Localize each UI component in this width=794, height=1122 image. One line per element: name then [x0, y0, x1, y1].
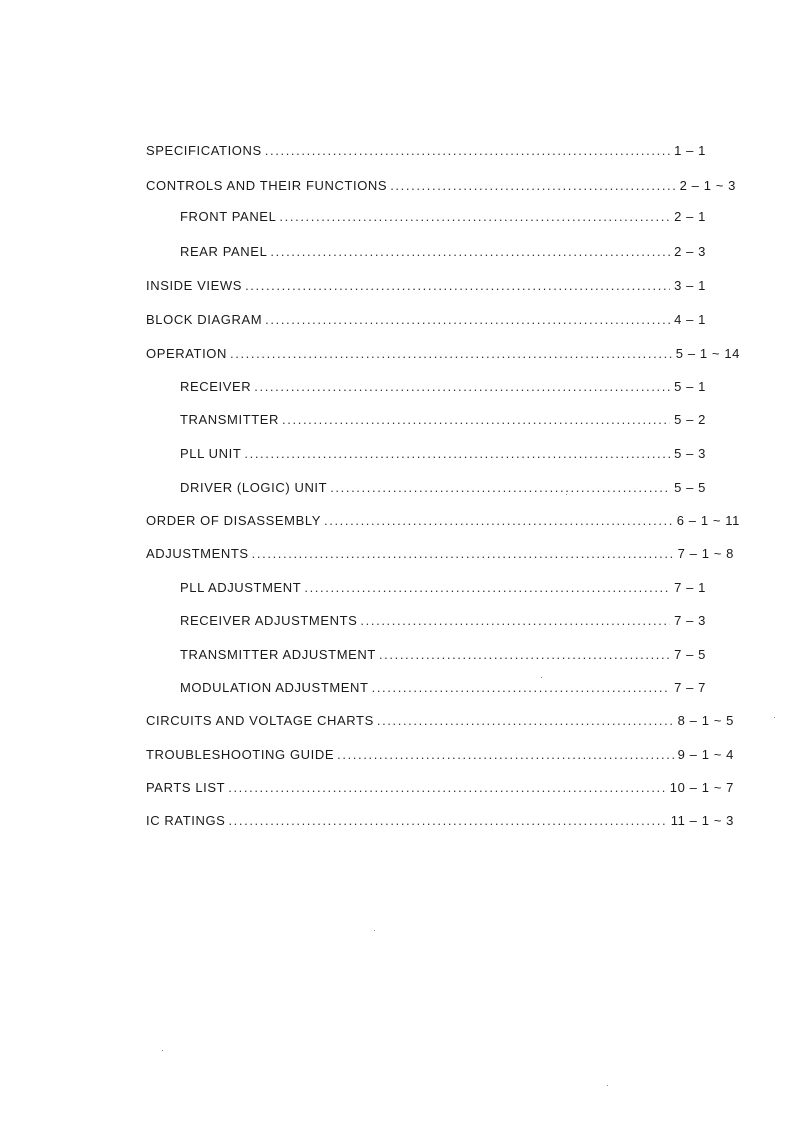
toc-dot-leader: [244, 446, 670, 461]
toc-entry-page: 11 – 1 ~ 3: [670, 813, 734, 828]
toc-entry-page: 5 – 5: [674, 480, 706, 495]
scan-speck: [374, 930, 375, 931]
toc-entry-title: MODULATION ADJUSTMENT: [180, 680, 369, 695]
toc-dot-leader: [282, 412, 670, 427]
toc-entry-title: PLL UNIT: [180, 446, 242, 461]
toc-dot-leader: [379, 647, 670, 662]
toc-dot-leader: [390, 178, 675, 193]
scan-speck: [162, 1050, 163, 1051]
toc-dot-leader: [228, 813, 666, 828]
toc-entry-operation: [146, 346, 740, 364]
toc-entry-title: TRANSMITTER: [180, 412, 280, 427]
toc-entry-page: 3 – 1: [674, 278, 706, 293]
toc-entry-title: CONTROLS AND THEIR FUNCTIONS: [146, 178, 388, 193]
toc-entry-title: OPERATION: [146, 346, 228, 361]
toc-entry-title: ADJUSTMENTS: [146, 546, 249, 561]
scan-speck: [607, 1085, 608, 1086]
toc-entry-page: 7 – 1 ~ 8: [677, 546, 734, 561]
toc-entry-page: 5 – 1 ~ 14: [675, 346, 740, 361]
toc-entry-title: CIRCUITS AND VOLTAGE CHARTS: [146, 713, 374, 728]
toc-entry-title: RECEIVER: [180, 379, 252, 394]
toc-entry-block-diagram: [146, 312, 706, 330]
toc-dot-leader: [330, 480, 670, 495]
toc-entry-title: BLOCK DIAGRAM: [146, 312, 263, 327]
toc-entry-page: 7 – 1: [674, 580, 706, 595]
toc-entry-front-panel: [180, 209, 706, 227]
toc-entry-driver-logic-unit: [180, 480, 706, 498]
toc-dot-leader: [324, 513, 673, 528]
toc-entry-title: SPECIFICATIONS: [146, 143, 262, 158]
toc-entry-order-of-disassembly: [146, 513, 740, 531]
toc-dot-leader: [230, 346, 672, 361]
toc-dot-leader: [377, 713, 674, 728]
toc-entry-title: ORDER OF DISASSEMBLY: [146, 513, 322, 528]
toc-entry-receiver: [180, 379, 706, 397]
toc-dot-leader: [228, 780, 666, 795]
toc-dot-leader: [279, 209, 670, 224]
toc-entry-page: 2 – 1: [674, 209, 706, 224]
toc-entry-receiver-adjustments: [180, 613, 706, 631]
toc-entry-pll-unit: [180, 446, 706, 464]
toc-dot-leader: [254, 379, 670, 394]
toc-entry-page: 7 – 3: [674, 613, 706, 628]
toc-dot-leader: [245, 278, 670, 293]
toc-entry-page: 9 – 1 ~ 4: [677, 747, 734, 762]
toc-entry-page: 5 – 1: [674, 379, 706, 394]
toc-entry-title: REAR PANEL: [180, 244, 268, 259]
toc-entry-page: 2 – 1 ~ 3: [679, 178, 736, 193]
toc-entry-adjustments: [146, 546, 734, 564]
toc-entry-title: PARTS LIST: [146, 780, 226, 795]
scan-speck: [566, 494, 567, 495]
toc-entry-circuits-and-voltage-charts: [146, 713, 734, 731]
toc-entry-page: 8 – 1 ~ 5: [677, 713, 734, 728]
toc-dot-leader: [304, 580, 670, 595]
toc-entry-controls: [146, 178, 736, 196]
toc-entry-page: 10 – 1 ~ 7: [669, 780, 734, 795]
toc-dot-leader: [265, 143, 670, 158]
toc-entry-page: 6 – 1 ~ 11: [676, 513, 740, 528]
toc-entry-page: 5 – 2: [674, 412, 706, 427]
toc-entry-parts-list: [146, 780, 734, 798]
toc-entry-pll-adjustment: [180, 580, 706, 598]
toc-dot-leader: [270, 244, 670, 259]
toc-entry-ic-ratings: [146, 813, 734, 831]
toc-entry-rear-panel: [180, 244, 706, 262]
toc-entry-page: 1 – 1: [674, 143, 706, 158]
toc-entry-title: TRANSMITTER ADJUSTMENT: [180, 647, 376, 662]
toc-entry-page: 7 – 7: [674, 680, 706, 695]
toc-entry-troubleshooting-guide: [146, 747, 734, 765]
toc-entry-specifications: [146, 143, 706, 161]
toc-dot-leader: [372, 680, 670, 695]
toc-dot-leader: [360, 613, 670, 628]
toc-entry-title: TROUBLESHOOTING GUIDE: [146, 747, 335, 762]
toc-entry-page: 2 – 3: [674, 244, 706, 259]
toc-entry-inside-views: [146, 278, 706, 296]
toc-dot-leader: [337, 747, 674, 762]
toc-entry-transmitter-adjustment: [180, 647, 706, 665]
toc-entry-title: DRIVER (LOGIC) UNIT: [180, 480, 328, 495]
toc-entry-title: IC RATINGS: [146, 813, 226, 828]
scan-speck: [774, 717, 775, 718]
toc-entry-title: PLL ADJUSTMENT: [180, 580, 302, 595]
toc-entry-page: 7 – 5: [674, 647, 706, 662]
toc-dot-leader: [252, 546, 674, 561]
toc-entry-title: FRONT PANEL: [180, 209, 277, 224]
toc-entry-transmitter: [180, 412, 706, 430]
scan-speck: [541, 677, 542, 678]
toc-entry-page: 4 – 1: [674, 312, 706, 327]
toc-entry-title: INSIDE VIEWS: [146, 278, 243, 293]
toc-entry-modulation-adjustment: [180, 680, 706, 698]
toc-entry-title: RECEIVER ADJUSTMENTS: [180, 613, 358, 628]
toc-entry-page: 5 – 3: [674, 446, 706, 461]
toc-dot-leader: [265, 312, 670, 327]
